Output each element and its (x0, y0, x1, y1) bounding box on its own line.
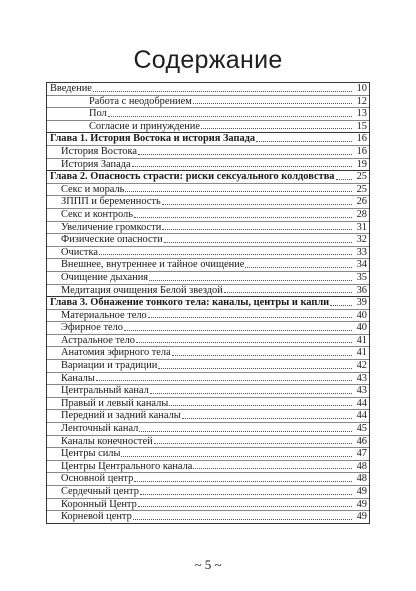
toc-entry-label: Вариации и традиции (61, 360, 158, 372)
toc-entry-row (47, 284, 369, 297)
toc-entry-label: Секс и мораль (61, 183, 125, 195)
toc-entry-page: 49 (356, 486, 367, 497)
toc-dot-leader (134, 480, 352, 482)
toc-entry-page: 31 (356, 221, 367, 233)
toc-entry-page: 48 (356, 460, 367, 472)
toc-entry-page: 15 (356, 120, 367, 132)
toc-dot-leader (169, 404, 352, 406)
toc-entry-label: Глава 1. История Востока и история Запада (50, 133, 256, 145)
toc-entry-label: Согласие и принуждение (89, 120, 200, 132)
page-title: Содержание (133, 46, 283, 74)
toc-entry-row (47, 498, 369, 511)
toc-dot-leader (182, 417, 352, 419)
toc-entry-page: 33 (356, 246, 367, 258)
toc-dot-leader (154, 442, 352, 444)
toc-entry-label: Очистка (61, 246, 98, 258)
toc-entry-row (47, 195, 369, 208)
toc-entry-page: 10 (356, 83, 367, 94)
toc-dot-leader (133, 518, 352, 520)
toc-dot-leader (138, 505, 352, 507)
toc-entry-label: Правый и левый каналы (61, 397, 169, 409)
toc-entry-label: Очищение дыхания (61, 271, 149, 283)
toc-entry-label: Работа с неодобрением (89, 95, 192, 107)
toc-entry-label: Основной центр (61, 473, 134, 485)
toc-entry-label: Введение (50, 83, 92, 94)
toc-dot-leader (158, 367, 352, 369)
toc-entry-page: 16 (356, 145, 367, 157)
toc-entry-page: 40 (356, 309, 367, 321)
toc-entry-page: 47 (356, 448, 367, 460)
toc-dot-leader (139, 430, 352, 432)
toc-entry-row (47, 472, 369, 485)
toc-entry-page: 43 (356, 372, 367, 384)
toc-entry-page: 26 (356, 196, 367, 208)
toc-entry-label: Глава 3. Обнажение тонкого тела: каналы, центры и капли (50, 297, 330, 309)
toc-entry-row (47, 346, 369, 359)
toc-entry-label: Сердечный центр (61, 486, 139, 497)
toc-entry-row (47, 485, 369, 498)
toc-entry-label: Увеличение громкости (61, 221, 162, 233)
toc-entry-page: 25 (356, 171, 367, 183)
toc-entry-label: Коронный Центр (61, 498, 137, 510)
toc-dot-leader (140, 493, 352, 495)
toc-entry-row (47, 95, 369, 108)
toc-entry-page: 48 (356, 473, 367, 485)
toc-dot-leader (132, 165, 352, 167)
toc-entry-row (47, 435, 369, 448)
toc-entry-row (47, 258, 369, 271)
toc-entry-label: Медитация очищения Белой звездой (61, 284, 223, 296)
toc-entry-row (47, 120, 369, 133)
toc-entry-row (47, 221, 369, 234)
toc-entry-label: Каналы конечностей (61, 435, 153, 447)
toc-dot-leader (193, 102, 352, 104)
toc-chapter-row (47, 132, 369, 145)
toc-chapter-row (47, 170, 369, 183)
toc-entry-row (47, 359, 369, 372)
page-number: ~ 5 ~ (194, 557, 222, 572)
toc-entry-label: Физические опасности (61, 234, 163, 246)
toc-entry-page: 49 (356, 498, 367, 510)
toc-dot-leader (121, 455, 352, 457)
toc-entry-row (47, 447, 369, 460)
toc-dot-leader (93, 90, 352, 92)
toc-entry-page: 36 (356, 284, 367, 296)
toc-entry-label: Корневой центр (61, 511, 132, 523)
toc-entry-row (47, 422, 369, 435)
toc-dot-leader (96, 379, 352, 381)
toc-entry-page: 43 (356, 385, 367, 397)
toc-dot-leader (150, 392, 352, 394)
toc-entry-label: Материальное тело (61, 309, 147, 321)
toc-entry-row (47, 83, 369, 95)
toc-entry-row (47, 334, 369, 347)
toc-entry-page: 13 (356, 108, 367, 120)
toc-entry-row (47, 246, 369, 259)
toc-dot-leader (124, 329, 352, 331)
toc-entry-page: 44 (356, 397, 367, 409)
toc-dot-leader (125, 190, 352, 192)
toc-entry-label: История Востока (61, 145, 137, 157)
toc-entry-page: 44 (356, 410, 367, 422)
toc-entry-label: Центральный канал (61, 385, 149, 397)
toc-entry-row (47, 409, 369, 422)
toc-entry-label: Центры Центрального канала (61, 460, 193, 472)
toc-dot-leader (162, 228, 352, 230)
toc-entry-page: 45 (356, 423, 367, 435)
toc-entry-page: 34 (356, 259, 367, 271)
toc-dot-leader (162, 203, 352, 205)
toc-entry-row (47, 271, 369, 284)
table-of-contents (46, 82, 370, 524)
toc-entry-row (47, 321, 369, 334)
toc-dot-leader (193, 467, 352, 469)
toc-entry-page: 16 (356, 133, 367, 145)
toc-entry-page: 42 (356, 360, 367, 372)
toc-dot-leader (172, 354, 352, 356)
toc-entry-page: 39 (356, 297, 367, 309)
toc-entry-label: Каналы (61, 372, 95, 384)
toc-entry-row (47, 233, 369, 246)
toc-dot-leader (136, 341, 352, 343)
toc-entry-label: Передний и задний каналы (61, 410, 181, 422)
toc-entry-row (47, 510, 369, 523)
toc-entry-label: Секс и контроль (61, 208, 133, 220)
toc-entry-page: 41 (356, 334, 367, 346)
toc-entry-row (47, 107, 369, 120)
toc-dot-leader (99, 253, 352, 255)
toc-entry-label: Внешнее, внутреннее и тайное очищение (61, 259, 245, 271)
toc-entry-label: История Запада (61, 158, 131, 170)
toc-entry-page: 49 (356, 511, 367, 523)
toc-entry-page: 35 (356, 271, 367, 283)
toc-entry-label: Пол (89, 108, 107, 120)
toc-entry-row (47, 309, 369, 322)
toc-entry-page: 32 (356, 234, 367, 246)
toc-dot-leader (108, 115, 352, 117)
toc-entry-row (47, 460, 369, 473)
toc-dot-leader (149, 279, 352, 281)
toc-dot-leader (201, 127, 352, 129)
toc-dot-leader (224, 291, 352, 293)
toc-dot-leader (164, 241, 352, 243)
toc-entry-page: 46 (356, 435, 367, 447)
toc-entry-row (47, 384, 369, 397)
toc-entry-row (47, 397, 369, 410)
toc-entry-page: 19 (356, 158, 367, 170)
toc-entry-label: Глава 2. Опасность страсти: риски сексуального колдовства (50, 171, 335, 183)
toc-dot-leader (138, 153, 352, 155)
toc-entry-page: 40 (356, 322, 367, 334)
toc-entry-page: 12 (356, 95, 367, 107)
toc-dot-leader (336, 178, 353, 180)
toc-entry-row (47, 208, 369, 221)
toc-dot-leader (330, 304, 352, 306)
toc-entry-page: 41 (356, 347, 367, 359)
toc-entry-row (47, 372, 369, 385)
toc-entry-row (47, 183, 369, 196)
toc-dot-leader (245, 266, 352, 268)
toc-dot-leader (134, 216, 352, 218)
toc-entry-label: ЗППП и беременность (61, 196, 161, 208)
toc-entry-label: Астральное тело (61, 334, 135, 346)
toc-dot-leader (148, 316, 352, 318)
toc-entry-label: Ленточный канал (61, 423, 139, 435)
toc-entry-page: 28 (356, 208, 367, 220)
toc-entry-label: Центры силы (61, 448, 121, 460)
toc-entry-row (47, 145, 369, 158)
toc-entry-label: Эфирное тело (61, 322, 123, 334)
toc-chapter-row (47, 296, 369, 309)
toc-entry-row (47, 158, 369, 171)
toc-entry-label: Анатомия эфирного тела (61, 347, 171, 359)
toc-dot-leader (256, 140, 352, 142)
toc-entry-page: 25 (356, 183, 367, 195)
